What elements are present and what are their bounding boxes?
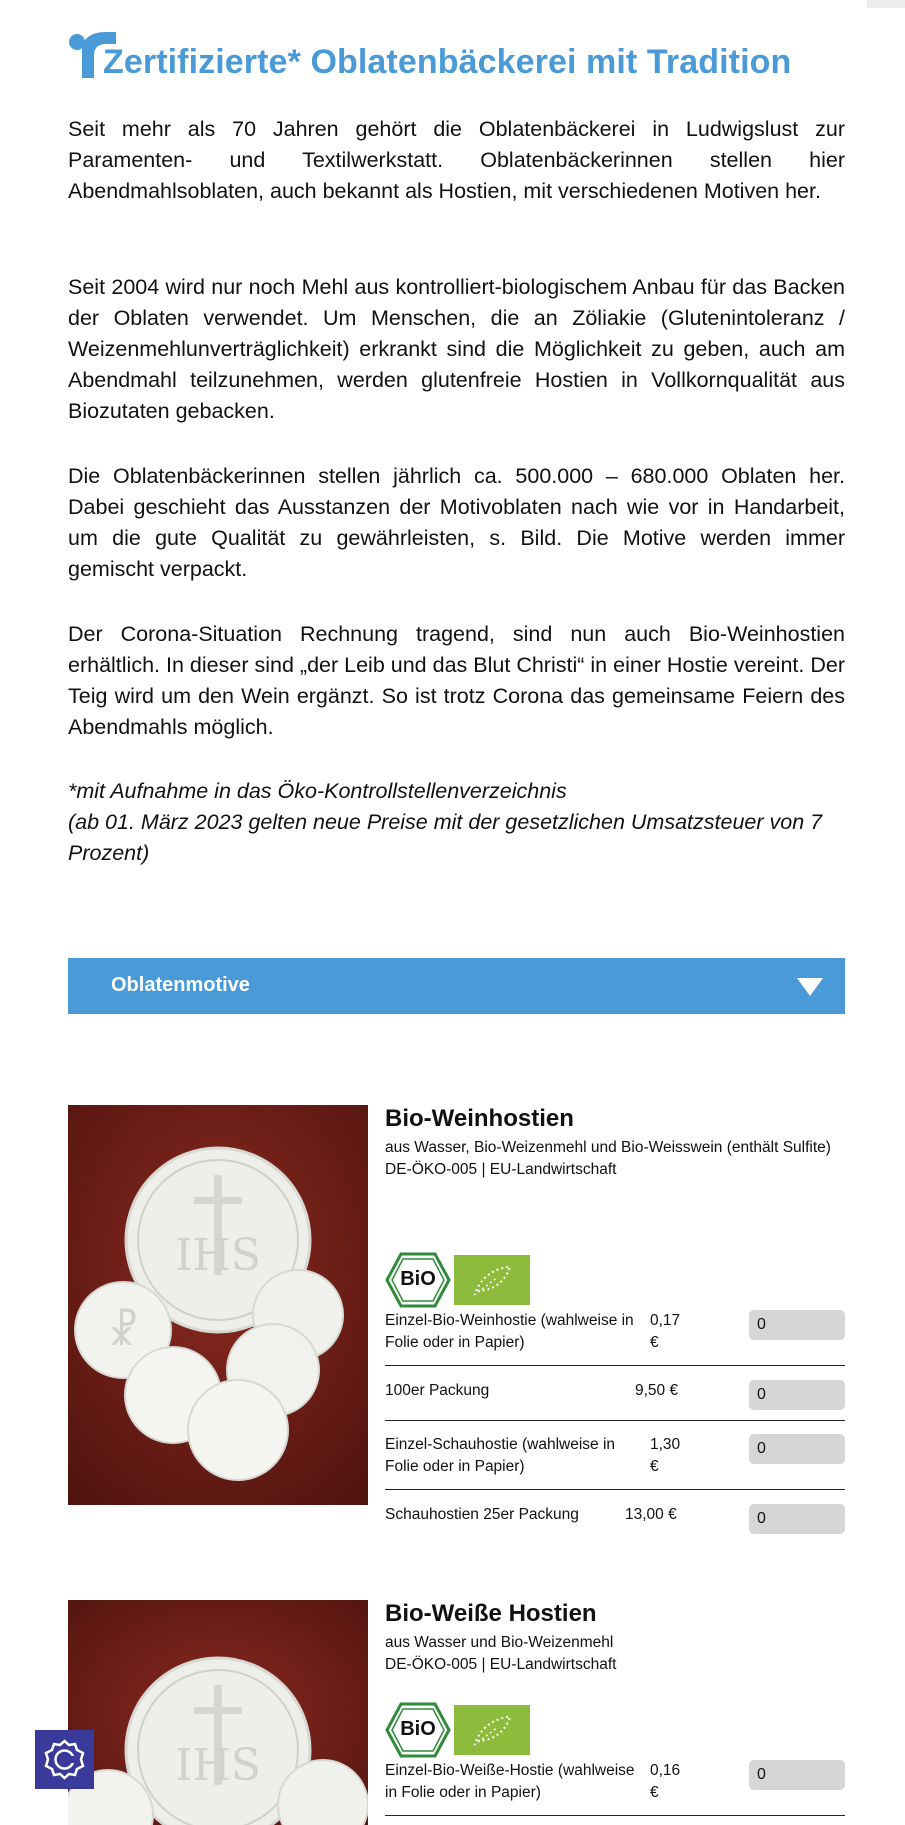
table-row [385, 1758, 845, 1816]
accordion-oblatenmotive[interactable] [68, 958, 845, 1014]
cookie-settings-icon [44, 1739, 85, 1780]
product-image-weinhostien [68, 1105, 368, 1505]
hosts-photo [68, 1600, 368, 1825]
row-price: 13,00 € [625, 1506, 677, 1523]
row-price: 0,16 € [650, 1762, 681, 1801]
production-paragraph: Die Oblatenbäckerinnen stellen jährlich ca. 500.000 – 680.000 Oblaten her. Dabei geschieht das Ausstanzen der Motivoblaten nach wie vor in Handarbeit, um die gute Qualität zu gewährleisten, s. Bild. Die Motive werden immer gemischt verpackt. [68, 464, 845, 581]
product-title-weinhostien: Bio-Weinhostien [385, 1105, 574, 1132]
table-row [385, 1366, 845, 1421]
product-description-weisse-hostien [385, 1632, 835, 1676]
row-name: Einzel-Bio-Weiße-Hostie (wahlweise in Folie oder in Papier) [385, 1762, 635, 1801]
quantity-input[interactable] [749, 1504, 845, 1534]
page-heading [68, 26, 845, 86]
corona-paragraph: Der Corona-Situation Rechnung tragend, sind nun auch Bio-Weinhostien erhältlich. In dieser sind „der Leib und das Blut Christi“ in einer Hostie vereint. Der Teig wird um den Wein ergänzt. So ist trotz Corona das gemeinsame Feiern des Abendmahls möglich. [68, 622, 845, 739]
product-image-weisse-hostien [68, 1600, 368, 1825]
row-price: 1,30 € [650, 1436, 681, 1475]
row-name: Einzel-Bio-Weinhostie (wahlweise in Folie oder in Papier) [385, 1312, 634, 1351]
price-table-weinhostien [385, 1308, 845, 1538]
note-certification: *mit Aufnahme in das Öko-Kontrollstellenverzeichnis [68, 779, 567, 803]
product-certification: DE-ÖKO-005 | EU-Landwirtschaft [385, 1656, 617, 1673]
svg-text:☧: ☧ [107, 1309, 139, 1355]
product-title-weisse-hostien: Bio-Weiße Hostien [385, 1600, 597, 1627]
table-row [385, 1421, 845, 1490]
eu-organic-leaf-icon [454, 1255, 530, 1305]
intro-paragraph: Seit mehr als 70 Jahren gehört die Oblatenbäckerei in Ludwigslust zur Paramenten- und Textilwerkstatt. Oblatenbäckerinnen stellen hier Abendmahlsoblaten, auch bekannt als Hostien, mit verschiedenen Motiven her. [68, 117, 845, 203]
table-row [385, 1490, 845, 1538]
product-description-weinhostien [385, 1137, 835, 1181]
scrollbar[interactable] [867, 0, 905, 8]
product-certification: DE-ÖKO-005 | EU-Landwirtschaft [385, 1161, 617, 1178]
svg-text:IHS: IHS [175, 1740, 261, 1791]
cookie-settings-button[interactable] [35, 1730, 94, 1789]
row-price: 9,50 € [635, 1382, 679, 1399]
bio-logo-text: BiO [400, 1268, 436, 1290]
product-ingredients: aus Wasser, Bio-Weizenmehl und Bio-Weisswein (enthält Sulfite) [385, 1139, 831, 1156]
bio-seal-icon [385, 1702, 451, 1758]
table-row [385, 1308, 845, 1366]
triangle-down-icon [797, 978, 823, 996]
quantity-input[interactable] [749, 1380, 845, 1410]
quantity-input[interactable] [749, 1310, 845, 1340]
row-name: 100er Packung [385, 1382, 490, 1399]
hosts-photo [68, 1105, 368, 1505]
row-name: Einzel-Schauhostie (wahlweise in Folie oder in Papier) [385, 1436, 616, 1475]
row-name: Schauhostien 25er Packung [385, 1506, 579, 1523]
flour-paragraph: Seit 2004 wird nur noch Mehl aus kontrolliert-biologischem Anbau für das Backen der Oblaten verwendet. Um Menschen, die an Zöliakie (Glutenintoleranz / Weizenmehlunverträglichkeit) erkrankt sind die Möglichkeit zu geben, auch am Abendmahl teilzunehmen, werden glutenfreie Hostien in Vollkornqualität aus Biozutaten gebacken. [68, 275, 845, 423]
product-ingredients: aus Wasser und Bio-Weizenmehl [385, 1634, 614, 1651]
price-table-weisse-hostien [385, 1758, 845, 1816]
svg-text:IHS: IHS [175, 1230, 261, 1281]
eu-organic-leaf-icon [454, 1705, 530, 1755]
bio-logo-text: BiO [400, 1718, 436, 1740]
page-title: Zertifizierte* Oblatenbäckerei mit Tradition [103, 43, 792, 81]
bio-seal-icon [385, 1252, 451, 1308]
quantity-input[interactable] [749, 1760, 845, 1790]
quantity-input[interactable] [749, 1434, 845, 1464]
row-price: 0,17 € [650, 1312, 681, 1351]
note-prices: (ab 01. März 2023 gelten neue Preise mit der gesetzlichen Umsatzsteuer von 7 Prozent) [68, 810, 823, 865]
accordion-label: Oblatenmotive [111, 974, 250, 996]
